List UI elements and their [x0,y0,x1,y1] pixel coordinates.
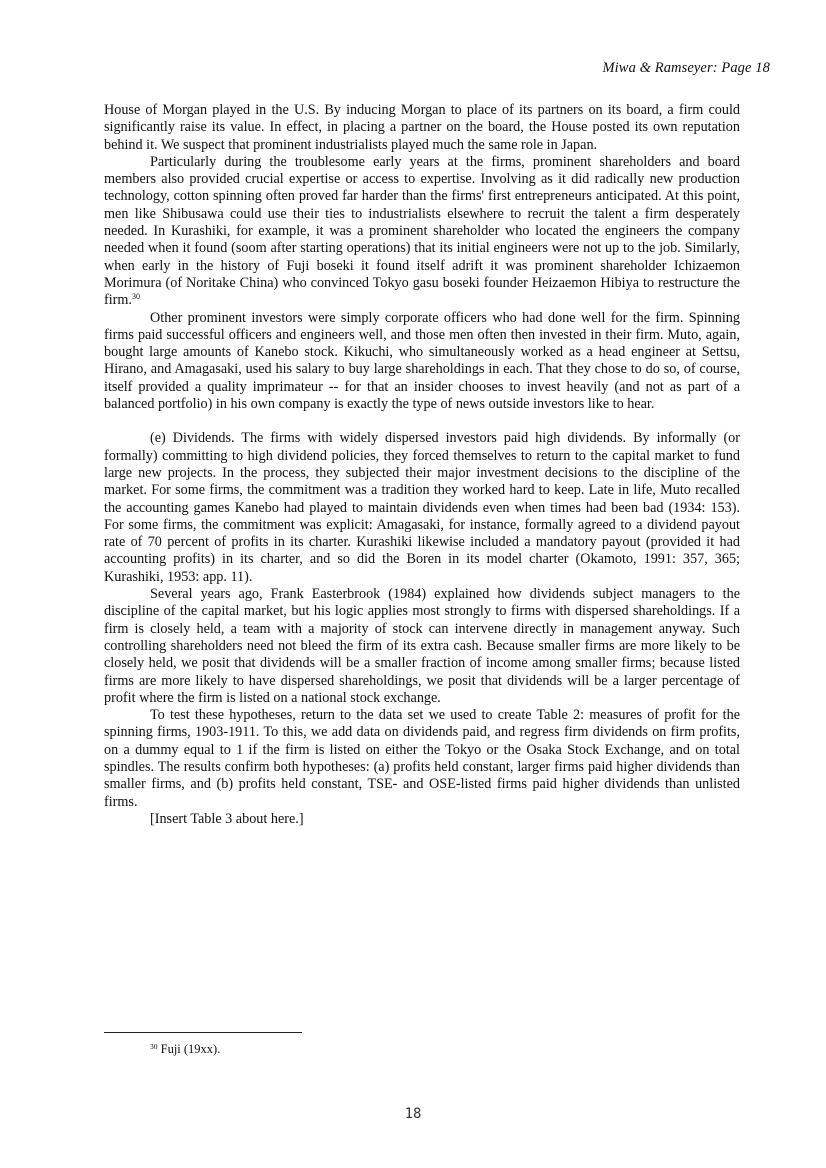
paragraph [104,154,740,310]
paragraph: Several years ago, Frank Easterbrook (1984) explained how dividends subject managers to the discipline of the capital market, but his logic applies most strongly to firms with dispersed shareholdings. If a firm is closely held, a team with a majority of stock can intervene directly in management anyway. Such controlling shareholders need not bleed the firm of its extra cash. Because smaller firms are more likely to be closely held, we posit that dividends will be a smaller fraction of income among smaller firms; because listed firms are more likely to have dispersed shareholdings, we posit that dividends will be a larger percentage of profit where the firm is listed on a national stock exchange. [104,586,740,706]
footnote [150,1042,220,1057]
footnote-marker[interactable]: 30 [131,292,140,302]
section-dividends-paragraph: (e) Dividends. The firms with widely dispersed investors paid high dividends. By informally (or formally) committing to high dividend policies, they forced themselves to return to the capital market to fund large new projects. In the process, they subjected their major investment decisions to the discipline of the market. For some firms, the commitment was a tradition they worked hard to keep. Late in life, Muto recalled the accounting games Kanebo had played to maintain dividends even when times had been bad (1934: 153). For some firms, the commitment was explicit: Amagasaki, for instance, formally agreed to a dividend payout rate of 70 percent of profits in its charter. Kurashiki likewise included a mandatory payout (provided it had accounting profits) in its charter, and so did the Boren in its model charter (Okamoto, 1991: 357, 365; Kurashiki, 1953: app. 11). [104,430,740,585]
paragraph: To test these hypotheses, return to the data set we used to create Table 2: measures of profit for the spinning firms, 1903-1911. To this, we add data on dividends paid, and regress firm dividends on firm profits, on a dummy equal to 1 if the firm is listed on either the Tokyo or the Osaka Stock Exchange, and on total spindles. The results confirm both hypotheses: (a) profits held constant, larger firms paid higher dividends than smaller firms, and (b) profits held constant, TSE- and OSE-listed firms paid higher dividends than unlisted firms. [104,707,740,810]
paragraph: House of Morgan played in the U.S. By inducing Morgan to place of its partners on its board, a firm could significantly raise its value. In effect, in placing a partner on the board, the House posted its own reputation behind it. We suspect that prominent industrialists played much the same role in Japan. [104,102,740,153]
paragraph-text: Particularly during the troublesome early years at the firms, prominent shareholders and board members also provided crucial expertise or access to expertise. Involving as it did radically new production technology, cotton spinning often proved far harder than the firms' first entrepreneurs anticipated. At this point, men like Shibusawa could use their ties to industrialists elsewhere to recruit the talent a firm desperately needed. In Kurashiki, for example, it was a prominent shareholder who located the engineers the company needed when it found (soom after starting operations) that its initial engineers were not up to the job. Similarly, when early in the history of Fuji boseki it found itself adrift it was prominent shareholder Ichizaemon Morimura (of Noritake China) who convinced Tokyo gasu boseki founder Heizaemon Hibiya to restructure the firm. [104,153,740,309]
footnote-text: Fuji (19xx). [160,1042,221,1056]
footnote-number: 30 [150,1042,158,1051]
table-placeholder-note: [Insert Table 3 about here.] [150,810,304,827]
footnote-divider [104,1032,302,1033]
body-text [104,102,740,828]
page-number: 18 [404,1106,422,1122]
running-header: Miwa & Ramseyer: Page 18 [602,60,770,76]
paragraph: Other prominent investors were simply corporate officers who had done well for the firm. Spinning firms paid successful officers and engineers well, and those men often then invested in their firm. Muto, again, bought large amounts of Kanebo stock. Kikuchi, who simultaneously worked as a head engineer at Settsu, Hirano, and Amagasaki, used his salary to buy large shareholdings in each. That they chose to do so, of course, itself provided a quality imprimateur -- for that an insider chooses to invest heavily (and not as part of a balanced portfolio) in his own company is exactly the type of news outside investors like to hear. [104,309,740,413]
